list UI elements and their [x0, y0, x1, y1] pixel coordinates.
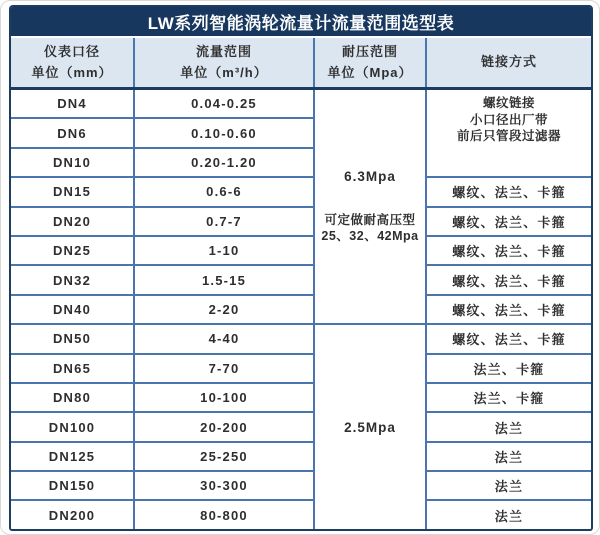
flow-range-cell: 20-200: [134, 412, 314, 441]
flow-range-cell: 10-100: [134, 383, 314, 412]
flow-range-cell: 1-10: [134, 236, 314, 265]
dn-cell: DN50: [11, 324, 134, 353]
col-header-pressure-line2: 单位（Mpa）: [327, 64, 413, 80]
connection-merged-cell: [426, 89, 591, 178]
dn-cell: DN6: [11, 118, 134, 147]
flow-range-cell: 25-250: [134, 442, 314, 471]
table-row: [11, 412, 591, 441]
table-row: [11, 500, 591, 529]
pressure-high-value: 6.3Mpa: [344, 168, 396, 184]
dn-cell: DN10: [11, 148, 134, 177]
col-header-flow-line2: 单位（m³/h）: [180, 64, 268, 80]
flow-range-cell: 30-300: [134, 471, 314, 500]
connection-cell: 螺纹、法兰、卡箍: [426, 324, 591, 353]
pressure-high-note1: 可定做耐高压型: [324, 212, 416, 227]
selection-table: [9, 5, 593, 531]
table-row: [11, 295, 591, 324]
flow-range-cell: 80-800: [134, 500, 314, 529]
dn-cell: DN200: [11, 500, 134, 529]
col-header-diameter: [11, 38, 134, 89]
page-title: LW系列智能涡轮流量计流量范围选型表: [11, 7, 591, 38]
dn-cell: DN100: [11, 412, 134, 441]
table-row: [11, 207, 591, 236]
table-row: [11, 236, 591, 265]
flow-range-cell: 2-20: [134, 295, 314, 324]
connection-cell: 螺纹、法兰、卡箍: [426, 265, 591, 294]
flow-range-cell: 0.20-1.20: [134, 148, 314, 177]
table-row: [11, 442, 591, 471]
connection-merged-line2: 小口径出厂带: [469, 112, 548, 127]
connection-cell: 法兰: [426, 500, 591, 529]
dn-cell: DN125: [11, 442, 134, 471]
table-row: [11, 265, 591, 294]
connection-cell: 法兰、卡箍: [426, 354, 591, 383]
dn-cell: DN32: [11, 265, 134, 294]
col-header-connection: 链接方式: [426, 38, 591, 89]
table-row: [11, 383, 591, 412]
col-header-pressure: [314, 38, 426, 89]
connection-cell: 螺纹、法兰、卡箍: [426, 236, 591, 265]
dn-cell: DN40: [11, 295, 134, 324]
flow-range-cell: 0.04-0.25: [134, 89, 314, 119]
dn-cell: DN80: [11, 383, 134, 412]
table-row: [11, 177, 591, 206]
header-row: [11, 38, 591, 89]
dn-cell: DN150: [11, 471, 134, 500]
table-row: [11, 471, 591, 500]
connection-cell: 螺纹、法兰、卡箍: [426, 177, 591, 206]
flow-range-cell: 0.10-0.60: [134, 118, 314, 147]
pressure-high-note2: 25、32、42Mpa: [321, 229, 419, 244]
connection-cell: 螺纹、法兰、卡箍: [426, 207, 591, 236]
spec-table: [11, 38, 591, 529]
flow-range-cell: 0.6-6: [134, 177, 314, 206]
pressure-cell-low: [314, 324, 426, 529]
dn-cell: DN15: [11, 177, 134, 206]
dn-cell: DN4: [11, 89, 134, 119]
col-header-flow-line1: 流量范围: [195, 44, 252, 60]
col-header-diameter-line2: 单位（mm）: [31, 64, 113, 80]
dn-cell: DN20: [11, 207, 134, 236]
table-row: [11, 354, 591, 383]
col-header-pressure-line1: 耐压范围: [341, 44, 398, 60]
connection-cell: 法兰: [426, 442, 591, 471]
col-header-flow: [134, 38, 314, 89]
table-row: [11, 324, 591, 353]
flow-range-cell: 0.7-7: [134, 207, 314, 236]
connection-cell: 法兰: [426, 471, 591, 500]
pressure-low-value: 2.5Mpa: [344, 419, 396, 435]
flow-range-cell: 1.5-15: [134, 265, 314, 294]
connection-cell: 螺纹、法兰、卡箍: [426, 295, 591, 324]
flow-range-cell: 4-40: [134, 324, 314, 353]
connection-merged-line3: 前后只管段过滤器: [456, 129, 561, 143]
pressure-cell-high: [314, 89, 426, 325]
flow-range-cell: 7-70: [134, 354, 314, 383]
col-header-diameter-line1: 仪表口径: [43, 44, 100, 60]
dn-cell: DN25: [11, 236, 134, 265]
connection-merged-line1: 螺纹链接: [482, 96, 535, 110]
table-row: [11, 89, 591, 119]
connection-cell: 法兰: [426, 412, 591, 441]
dn-cell: DN65: [11, 354, 134, 383]
connection-cell: 法兰、卡箍: [426, 383, 591, 412]
